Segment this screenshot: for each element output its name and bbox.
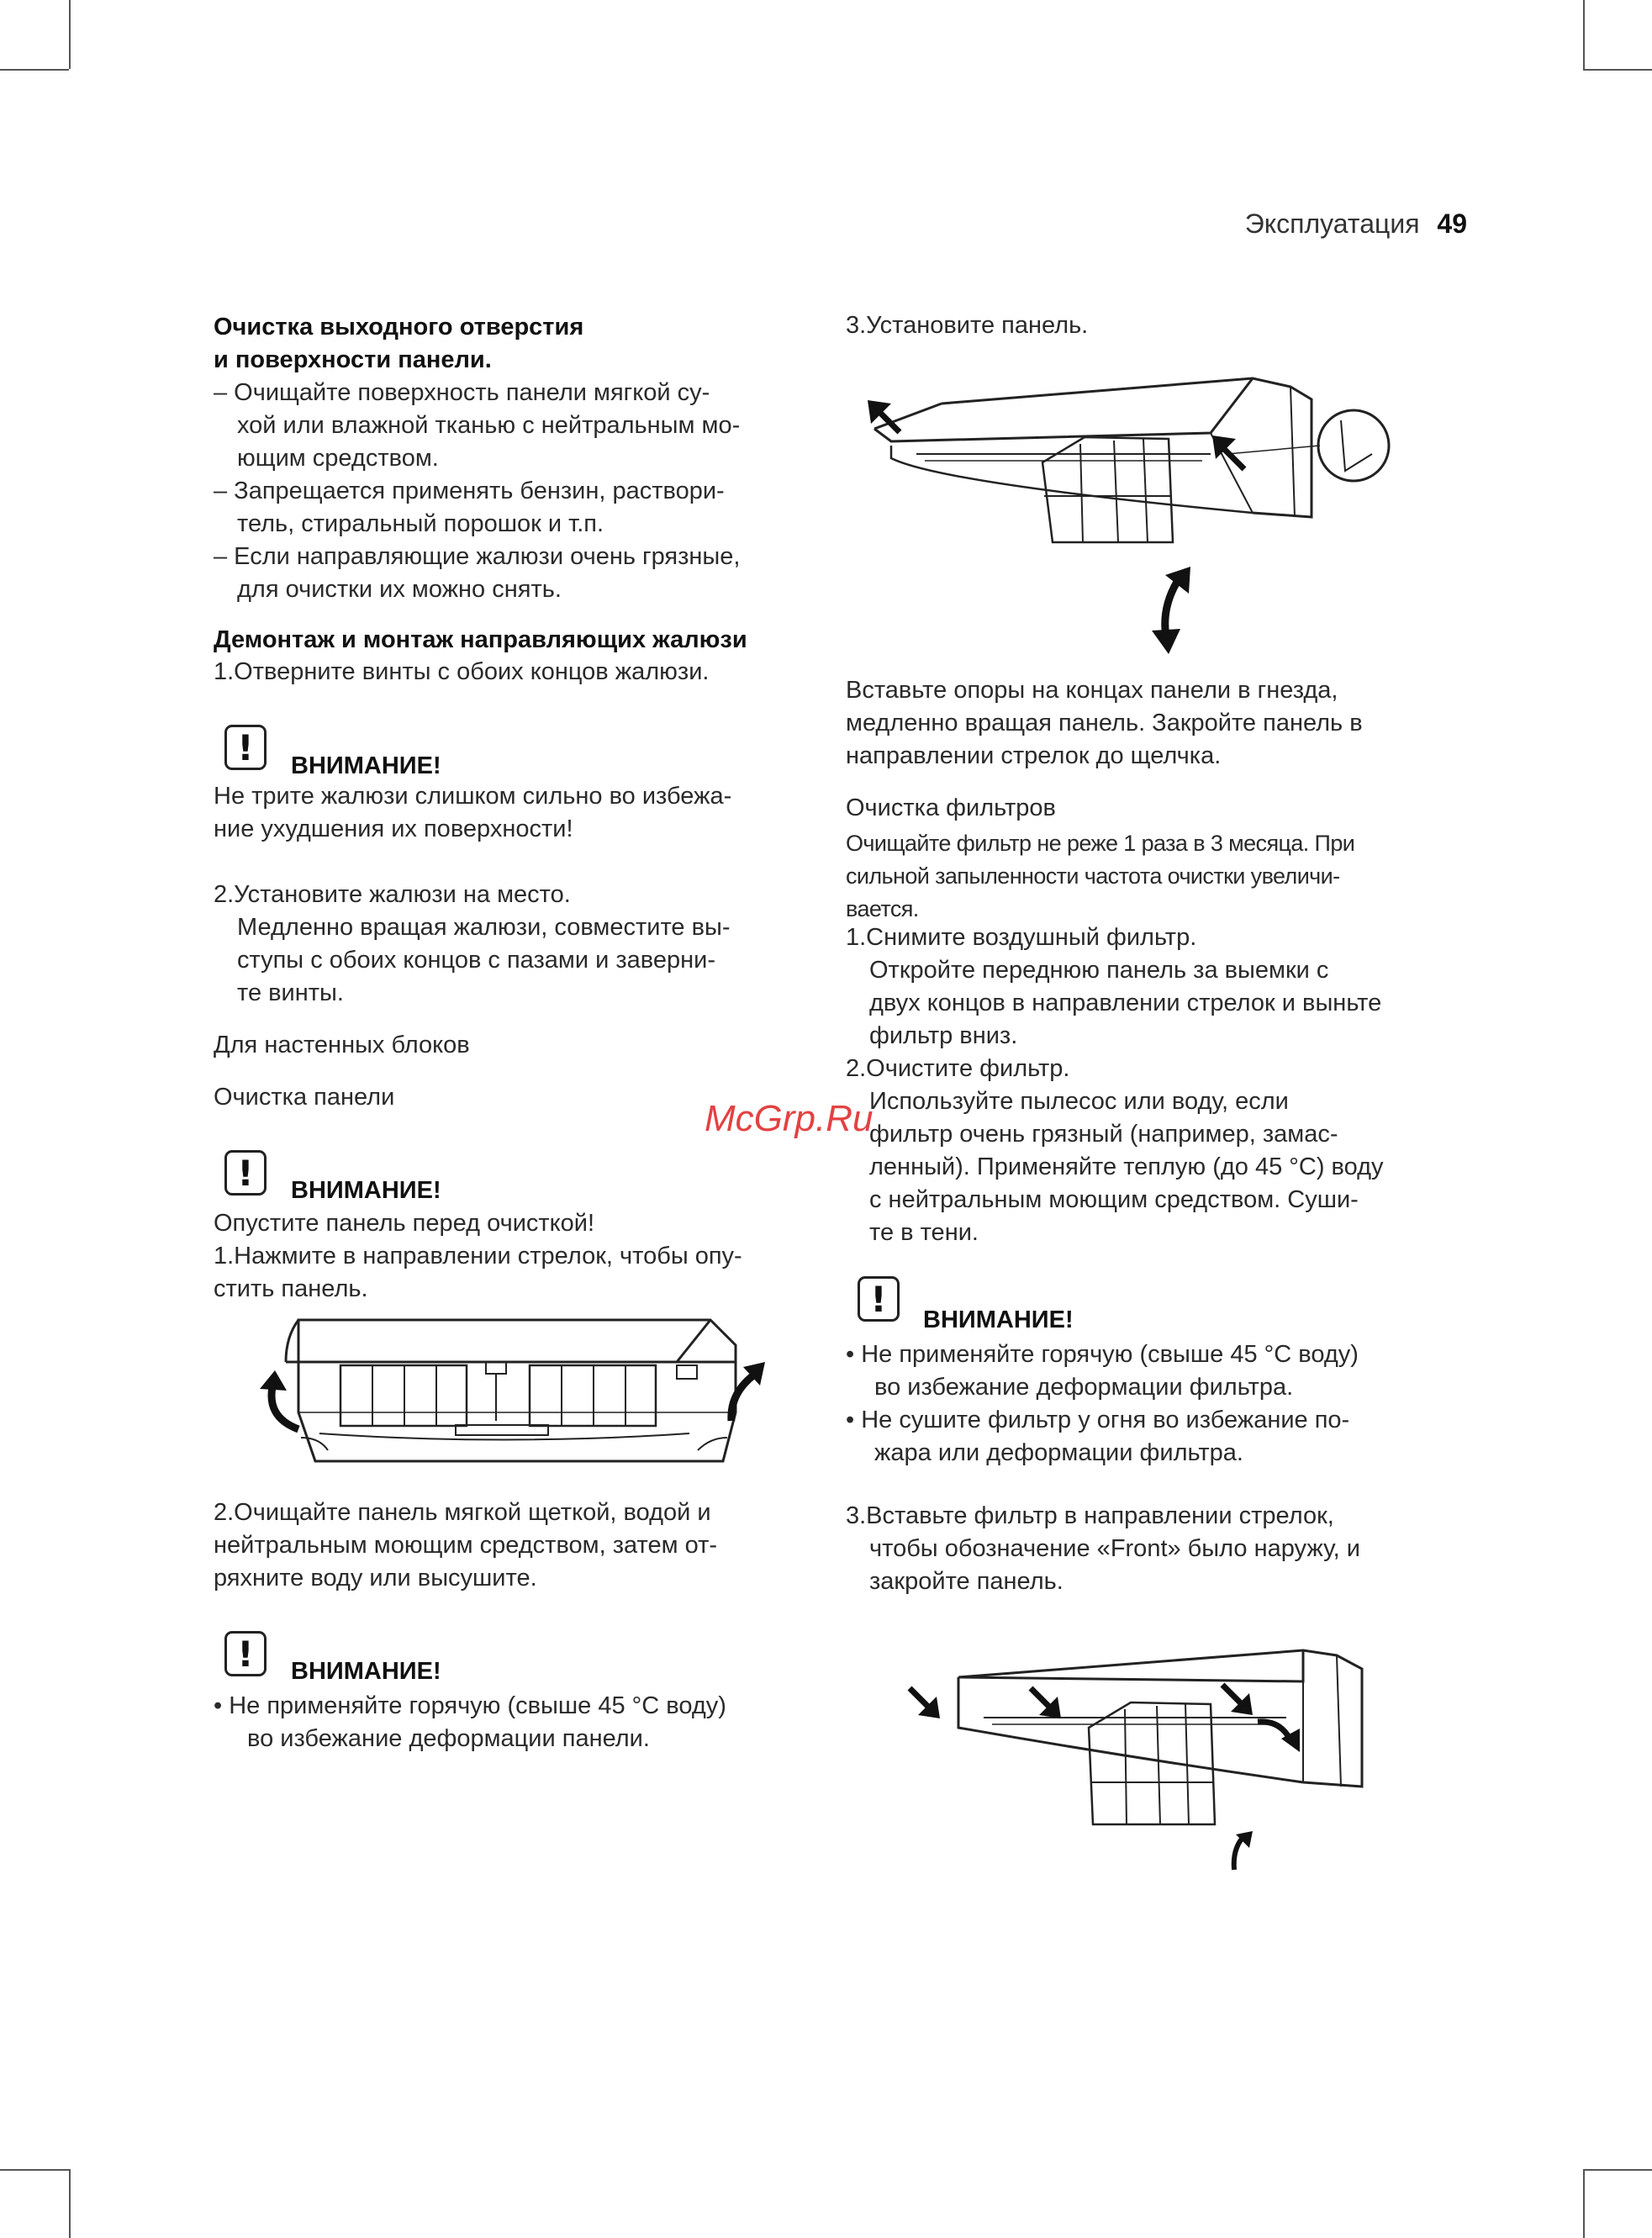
text-line: ленный). Применяйте теплую (до 45 °С) воду [869,1153,1384,1180]
section-heading-louvers: Демонтаж и монтаж направляющих жалюзи [214,626,747,653]
text-line: Медленно вращая жалюзи, совместите вы- [237,914,731,941]
filter-warning-list [846,1338,1485,1470]
warning-text [214,1207,836,1306]
page-header [1177,208,1467,240]
text-line: 2.Очищайте панель мягкой щеткой, водой и [214,1499,711,1526]
text-line: чтобы обозначение «Front» было наружу, и [869,1535,1360,1562]
text-line: Не трите жалюзи слишком сильно во избежа- [214,783,732,810]
list-item: хой или влажной тканью с нейтральным мо- [237,412,741,439]
wall-units-label: Для настенных блоков [214,1032,470,1058]
crop-mark [0,69,69,71]
filter-steps [846,921,1485,1249]
filter-step-3 [846,1500,1485,1598]
text-line: стить панель. [214,1275,368,1302]
warning-icon: ! [224,1150,267,1196]
list-item: тель, стиральный порошок и т.п. [237,510,604,537]
text-line: 3.Вставьте фильтр в направлении стрелок, [846,1502,1334,1529]
crop-mark [0,2169,69,2171]
text-line: Очищайте фильтр не реже 1 раза в 3 месяца. При [846,831,1355,856]
filters-intro [846,827,1485,926]
section-heading-outlet [214,311,819,377]
crop-mark [69,0,71,69]
text-line: во избежание деформации панели. [247,1725,650,1752]
text-line: ступы с обоих концов с пазами и заверни- [237,947,715,974]
list-item: • Не сушите фильтр у огня во избежание по- [846,1407,1350,1433]
crop-mark [1583,0,1585,69]
text-line: Откройте переднюю панель за выемки с [869,957,1329,984]
text-line: 1.Снимите воздушный фильтр. [846,924,1197,951]
louver-step-1: 1.Отверните винты с обоих концов жалюзи. [214,658,710,685]
figure-insert-filter [916,1644,1387,1871]
text-line: направлении стрелок до щелчка. [846,742,1222,769]
arrow-icon [1256,1713,1306,1755]
warning-title: ВНИМАНИЕ! [291,752,441,779]
crop-mark [1583,2169,1652,2171]
list-item: для очистки их можно снять. [237,576,562,603]
page-number: 49 [1437,208,1467,239]
install-panel-step: 3.Установите панель. [846,312,1089,339]
text-line: с нейтральным моющим средством. Суши- [869,1186,1359,1213]
text-line: медленно вращая панель. Закройте панель в [846,710,1363,736]
text-line: нейтральным моющим средством, затем от- [214,1532,718,1559]
text-line: 1.Нажмите в направлении стрелок, чтобы опу- [214,1243,742,1269]
warning-text [214,1690,836,1755]
panel-cleaning-label: Очистка панели [214,1084,395,1111]
arrow-icon [1143,563,1202,656]
text-line: двух концов в направлении стрелок и выньте [869,990,1382,1016]
arrow-icon [256,1370,307,1438]
text-line: фильтр очень грязный (например, замас- [869,1121,1338,1148]
crop-mark [1583,2169,1585,2238]
louver-step-2 [214,879,819,1010]
arrow-icon [1224,1829,1258,1871]
arrow-icon [1209,432,1251,474]
panel-cleaning-step [214,1496,836,1595]
arrow-icon [866,399,908,441]
list-item: • Не применяйте горячую (свыше 45 °С воду) [846,1341,1359,1368]
warning-icon: ! [224,725,267,770]
heading-line: и поверхности панели. [214,346,492,373]
warning-title: ВНИМАНИЕ! [291,1658,441,1685]
list-item: – Запрещается применять бензин, раствори- [214,478,725,504]
figure-install-panel [858,370,1396,656]
outlet-cleaning-list [214,377,819,606]
text-line: Используйте пылесос или воду, если [869,1088,1289,1115]
text-line: ряхните воду или высушите. [214,1565,537,1591]
text-line: Опустите панель перед очисткой! [214,1210,595,1237]
arrow-icon [1219,1681,1256,1718]
arrow-icon [721,1360,772,1428]
text-line: вается. [846,896,919,921]
crop-mark [69,2169,71,2238]
text-line: 2.Очистите фильтр. [846,1055,1070,1082]
filters-title: Очистка фильтров [846,794,1056,821]
text-line: сильной запыленности частота очистки увеличи- [846,863,1340,889]
arrow-icon [1027,1685,1064,1722]
list-item: ющим средством. [237,445,439,472]
crop-mark [1583,69,1652,71]
heading-line: Очистка выходного отверстия [214,314,584,340]
arrow-icon [906,1685,943,1722]
text-line: • Не применяйте горячую (свыше 45 °С воду) [214,1692,726,1719]
text-line: Вставьте опоры на концах панели в гнезда, [846,677,1338,704]
watermark-text: McGrp.Ru [705,1098,874,1139]
warning-title: ВНИМАНИЕ! [291,1177,441,1204]
warning-icon: ! [224,1631,267,1676]
figure-lower-panel [252,1312,757,1471]
text-line: ние ухудшения их поверхности! [214,815,573,842]
warning-title: ВНИМАНИЕ! [923,1306,1074,1333]
list-item: – Если направляющие жалюзи очень грязные, [214,543,741,570]
text-line: фильтр вниз. [869,1022,1018,1049]
list-item: жара или деформации фильтра. [874,1439,1243,1466]
warning-icon: ! [858,1276,900,1322]
list-item: – Очищайте поверхность панели мягкой су- [214,379,710,406]
list-item: во избежание деформации фильтра. [874,1374,1294,1401]
text-line: те в тени. [869,1219,979,1246]
warning-text [214,780,819,846]
section-title: Эксплуатация [1244,208,1420,239]
text-line: 2.Установите жалюзи на место. [214,881,571,908]
text-line: закройте панель. [869,1568,1064,1595]
text-line: те винты. [237,979,344,1006]
install-panel-text [846,674,1485,773]
